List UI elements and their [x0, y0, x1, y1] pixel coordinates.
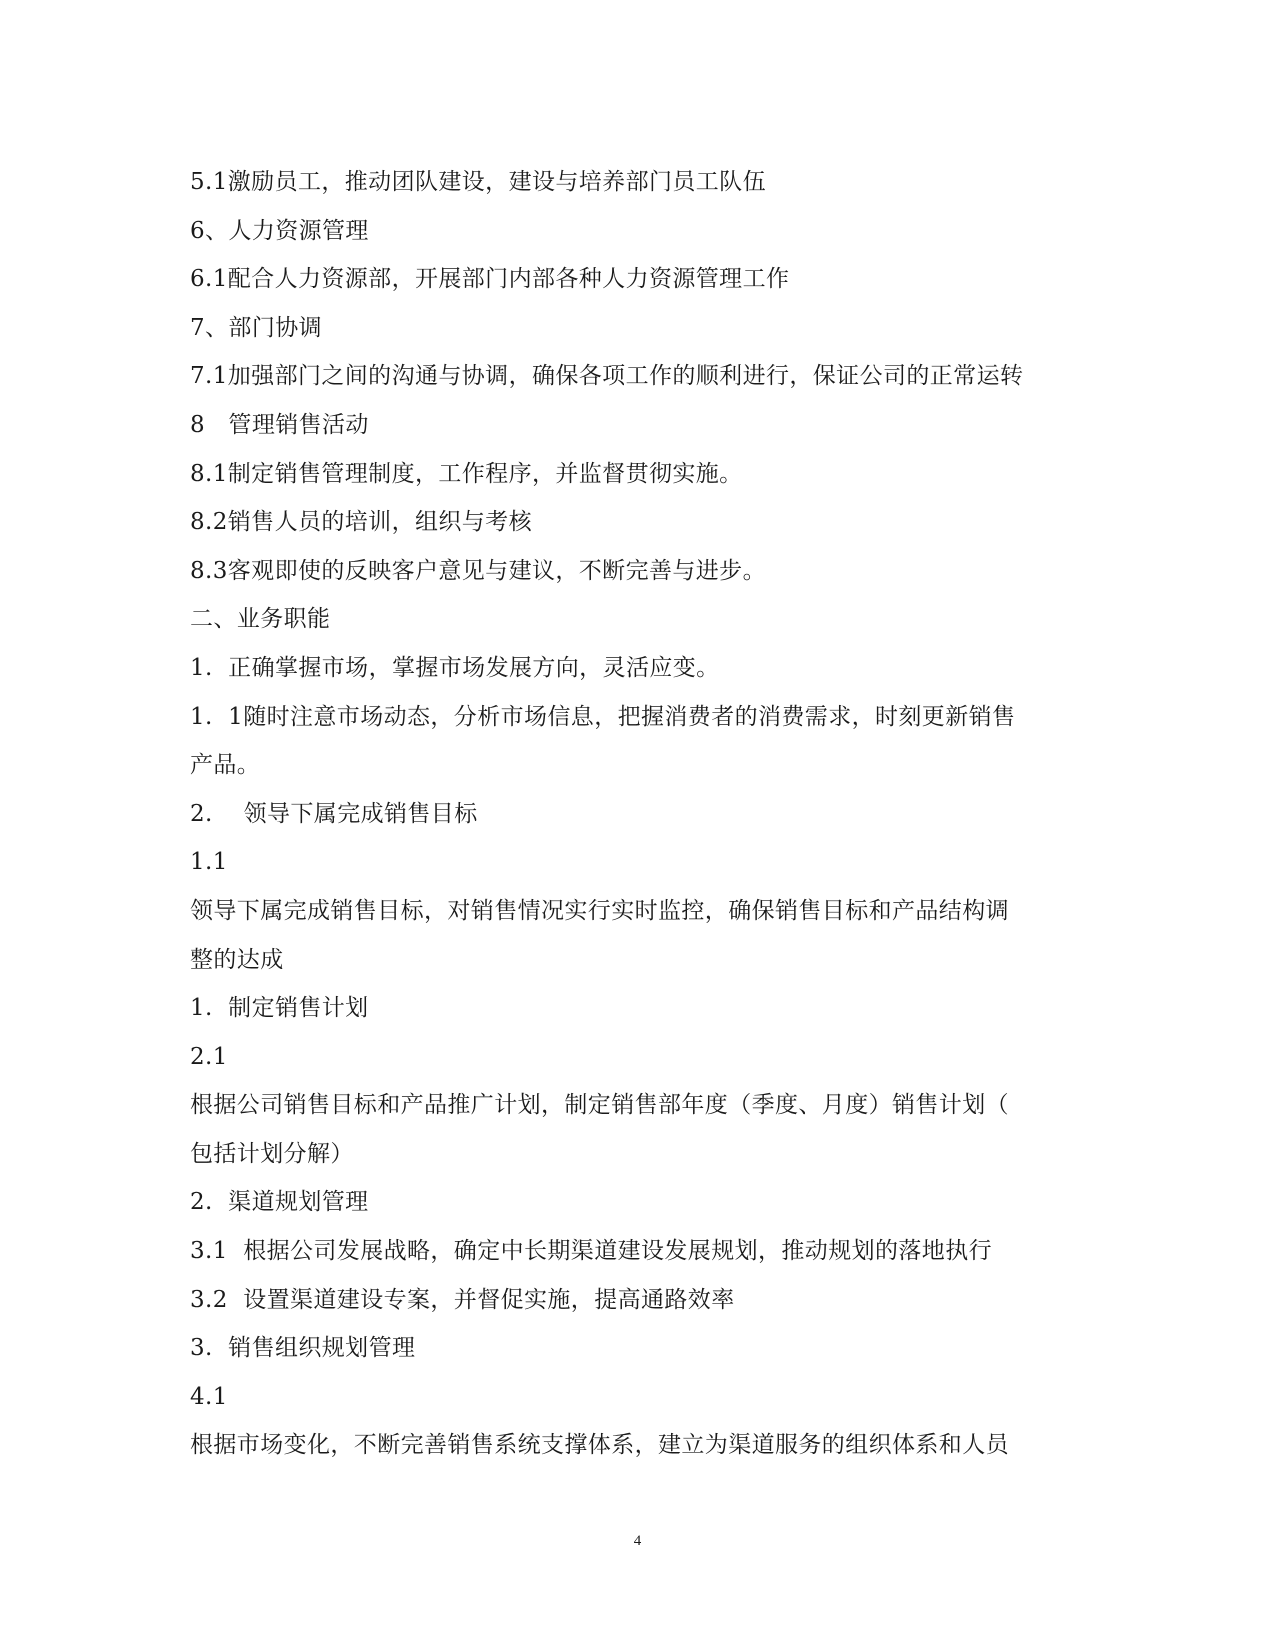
document-body [190, 158, 1090, 1470]
text-line: 8.1制定销售管理制度，工作程序，并监督贯彻实施。 [190, 460, 743, 487]
item-number: 4.1 [190, 1383, 228, 1410]
text-line: 整的达成 [190, 946, 284, 973]
page-number: 4 [633, 1533, 642, 1549]
section-heading: 7、部门协调 [190, 314, 323, 341]
text-line: 3.2 设置渠道建设专案，并督促实施，提高通路效率 [190, 1286, 735, 1313]
text-line: 根据市场变化，不断完善销售系统支撑体系，建立为渠道服务的组织体系和人员 [190, 1432, 1009, 1459]
text-line: 8.3客观即使的反映客户意见与建议，不断完善与进步。 [190, 557, 766, 584]
section-heading: 2. 渠道规划管理 [190, 1189, 369, 1216]
text-line: 7.1加强部门之间的沟通与协调，确保各项工作的顺利进行，保证公司的正常运转 [190, 363, 1024, 390]
text-line: 领导下属完成销售目标，对销售情况实行实时监控，确保销售目标和产品结构调 [190, 897, 1009, 924]
text-line: 8.2销售人员的培训，组织与考核 [190, 509, 532, 536]
section-heading: 8 管理销售活动 [190, 411, 369, 438]
text-line: 5.1激励员工，推动团队建设，建设与培养部门员工队伍 [190, 169, 766, 195]
chapter-heading: 二、业务职能 [190, 606, 331, 633]
item-number: 2.1 [190, 1043, 228, 1070]
section-heading: 2. 领导下属完成销售目标 [190, 800, 478, 827]
section-heading: 1. 制定销售计划 [190, 995, 369, 1022]
item-number: 1.1 [190, 849, 228, 876]
section-heading: 3. 销售组织规划管理 [190, 1335, 416, 1362]
section-heading: 1. 正确掌握市场，掌握市场发展方向，灵活应变。 [190, 654, 720, 681]
text-line: 6.1配合人力资源部，开展部门内部各种人力资源管理工作 [190, 266, 790, 293]
text-line: 3.1 根据公司发展战略，确定中长期渠道建设发展规划，推动规划的落地执行 [190, 1238, 992, 1265]
text-line: 1. 1随时注意市场动态，分析市场信息，把握消费者的消费需求，时刻更新销售 [190, 703, 1016, 730]
text-line: 产品。 [190, 752, 261, 779]
text-line: 根据公司销售目标和产品推广计划，制定销售部年度（季度、月度）销售计划（ [190, 1092, 1009, 1119]
text-line: 包括计划分解） [190, 1140, 354, 1167]
section-heading: 6、人力资源管理 [190, 217, 369, 244]
